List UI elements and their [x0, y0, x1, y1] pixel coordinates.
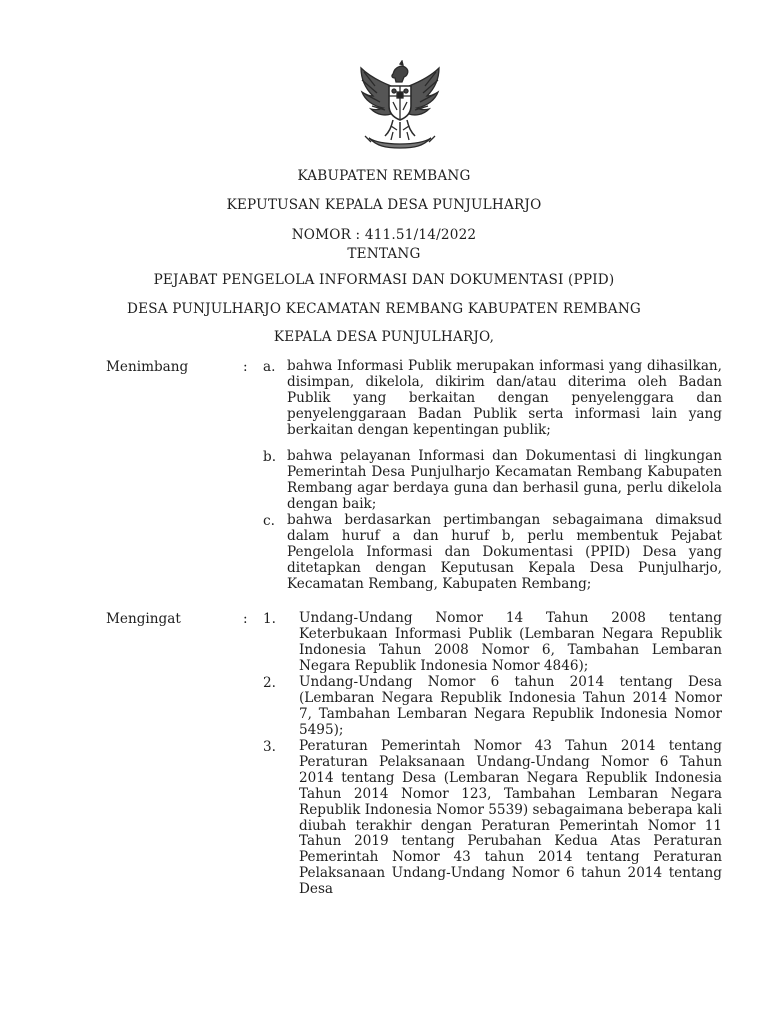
legal-basis-1-text: Undang-Undang Nomor 14 Tahun 2008 tentang Keterbukaan Informasi Publik (Lembaran Negara Republik Indonesia Tahun 2008 Nomor 6, Tambahan Lembaran Negara Republik Indonesia Nomor 4846);: [299, 610, 722, 674]
section-label-mengingat: Mengingat: [106, 611, 181, 627]
section-colon: :: [243, 611, 248, 627]
regency-title: KABUPATEN REMBANG: [297, 168, 471, 184]
subject-line-2: DESA PUNJULHARJO KECAMATAN REMBANG KABUPATEN REMBANG: [127, 301, 641, 317]
section-colon: :: [243, 359, 248, 375]
item-marker: c.: [263, 513, 275, 529]
item-marker: 2.: [263, 675, 276, 691]
garuda-emblem-icon: [355, 60, 445, 155]
section-label-menimbang: Menimbang: [106, 359, 189, 375]
legal-basis-3-text: Peraturan Pemerintah Nomor 43 Tahun 2014 tentang Peraturan Pelaksanaan Undang-Undang Nomor 6 Tahun 2014 tentang Desa (Lembaran Negara Republik Indonesia Tahun 2014 Nomor 123, Tambahan Lembaran Negara Republik Indonesia Nomor 5539) sebagaimana beberapa kali diubah terakhir dengan Peraturan Pemerintah Nomor 11 Tahun 2019 tentang Perubahan Kedua Atas Peraturan Pemerintah Nomor 43 tahun 2014 tentang Peraturan Pelaksanaan Undang-Undang Nomor 6 tahun 2014 tentang Desa: [299, 738, 722, 898]
consideration-a-text: bahwa Informasi Publik merupakan informasi yang dihasilkan, disimpan, dikelola, dikirim dan/atau diterima oleh Badan Publik yang berkaitan dengan penyelenggara dan penyelenggaraan Badan Publik serta informasi lain yang berkaitan dengan kepentingan publik;: [287, 358, 722, 438]
consideration-b-text: bahwa pelayanan Informasi dan Dokumentasi di lingkungan Pemerintah Desa Punjulharjo Kecamatan Rembang Kabupaten Rembang agar berdaya guna dan berhasil guna, perlu dikelola dengan baik;: [287, 448, 722, 512]
legal-basis-2-text: Undang-Undang Nomor 6 tahun 2014 tentang Desa (Lembaran Negara Republik Indonesia Tahun 2014 Nomor 7, Tambahan Lembaran Negara Republik Indonesia Nomor 5495);: [299, 674, 722, 738]
decree-number: NOMOR : 411.51/14/2022: [291, 227, 477, 243]
item-marker: a.: [263, 359, 276, 375]
about-heading: TENTANG: [347, 246, 421, 262]
decree-title: KEPUTUSAN KEPALA DESA PUNJULHARJO: [226, 197, 542, 213]
issuer-heading: KEPALA DESA PUNJULHARJO,: [273, 329, 495, 345]
item-marker: b.: [263, 449, 277, 465]
subject-line-1: PEJABAT PENGELOLA INFORMASI DAN DOKUMENTASI (PPID): [153, 272, 615, 288]
item-marker: 3.: [263, 739, 276, 755]
consideration-c-text: bahwa berdasarkan pertimbangan sebagaimana dimaksud dalam huruf a dan huruf b, perlu membentuk Pejabat Pengelola Informasi dan Dokumentasi (PPID) Desa yang ditetapkan dengan Keputusan Kepala Desa Punjulharjo, Kecamatan Rembang, Kabupaten Rembang;: [287, 512, 722, 592]
item-marker: 1.: [263, 611, 276, 627]
